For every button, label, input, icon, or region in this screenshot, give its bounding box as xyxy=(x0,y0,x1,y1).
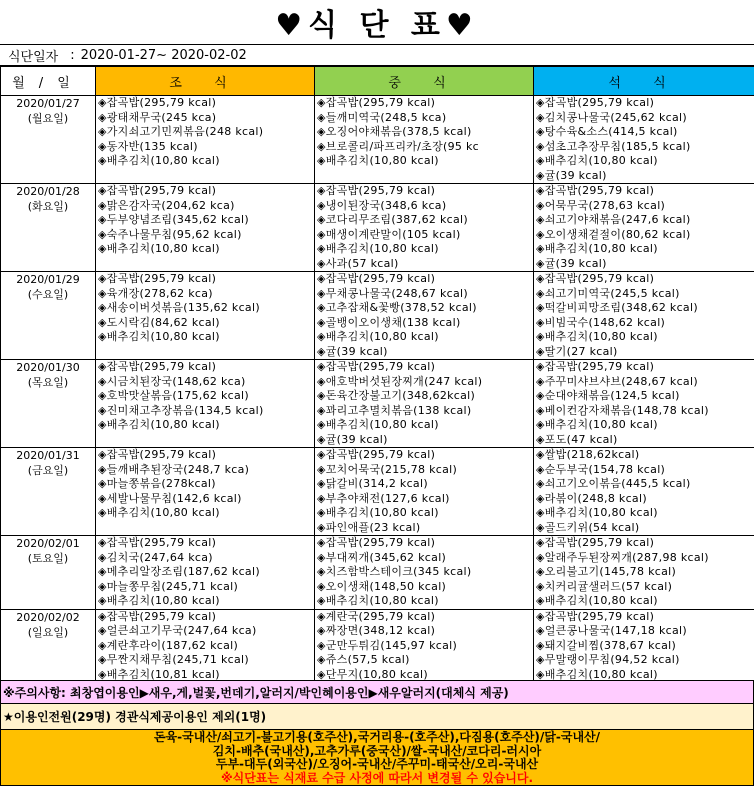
menu-item: ◈배추김치(10,80 kcal) xyxy=(536,667,658,681)
menu-item: ◈닭갈비(314,2 kcal) xyxy=(317,477,428,490)
menu-item: ◈라볶이(248,8 kcal) xyxy=(536,491,647,505)
day-row xyxy=(1,360,754,448)
menu-item: ◈잡곡밥(295,79 kcal) xyxy=(317,448,436,461)
lunch-cell xyxy=(315,184,534,272)
lunch-cell xyxy=(315,96,534,184)
dinner-cell xyxy=(534,360,754,448)
menu-item: ◈순두부국(154,78 kcal) xyxy=(536,462,666,476)
date-separator: : xyxy=(70,47,75,63)
menu-item: ◈부대찌개(345,62 kcal) xyxy=(317,550,447,564)
menu-item: ◈귤(39 kcal) xyxy=(536,168,607,182)
menu-item: ◈알래주두된장찌개(287,98 kcal) xyxy=(536,550,709,564)
day-date: 2020/01/30 xyxy=(16,361,80,374)
day-weekday: (월요일) xyxy=(27,112,69,125)
menu-item: ◈고추잡채&꽃빵(378,52 kcal) xyxy=(317,301,477,314)
menu-item: ◈배추김치(10,80 kcal) xyxy=(536,330,658,343)
day-weekday: (일요일) xyxy=(27,625,69,639)
dinner-cell xyxy=(534,609,754,683)
day-cell xyxy=(1,360,96,448)
day-weekday: (금요일) xyxy=(27,464,69,477)
menu-item: ◈잡곡밥(295,79 kcal) xyxy=(536,272,655,285)
day-weekday: (수요일) xyxy=(27,288,69,301)
menu-item: ◈메추리알장조림(187,62 kcal) xyxy=(98,565,260,578)
lunch-cell xyxy=(315,448,534,536)
date-range: 2020-01-27~ 2020-02-02 xyxy=(80,47,247,63)
header-dinner: 석 식 xyxy=(534,67,754,96)
menu-item: ◈돈육간장불고기(348,62kcal) xyxy=(317,389,476,402)
menu-item: ◈코다리무조림(387,62 kcal) xyxy=(317,213,468,226)
origin-line-3: 두부-대두(외국산)/오징어-국내산/주꾸미-태국산/오리-국내산 xyxy=(215,757,539,771)
menu-item: ◈단무지(10,80 kcal) xyxy=(317,667,428,681)
menu-item: ◈애호박버섯된장찌개(247 kcal) xyxy=(317,374,483,388)
menu-item: ◈잡곡밥(295,79 kcal) xyxy=(536,609,655,623)
menu-item: ◈브로콜리/파프리카/초장(95 kc xyxy=(317,139,480,153)
menu-item: ◈마늘쫑무침(245,71 kcal) xyxy=(98,579,239,593)
lunch-cell xyxy=(315,360,534,448)
header-breakfast: 조 식 xyxy=(96,67,315,96)
menu-item: ◈오리불고기(145,78 kcal) xyxy=(536,565,677,578)
menu-item: ◈진미채고추장볶음(134,5 kcal) xyxy=(98,403,264,417)
menu-item: ◈호박맛살볶음(175,62 kcal) xyxy=(98,389,249,402)
menu-item: ◈냉이된장국(348,6 kca) xyxy=(317,198,447,212)
menu-item: ◈잡곡밥(295,79 kcal) xyxy=(98,536,217,549)
menu-item: ◈가지쇠고기민찌볶음(248 kcal) xyxy=(98,125,264,138)
menu-item: ◈베이컨감자채볶음(148,78 kcal) xyxy=(536,403,709,417)
menu-item: ◈오이생채겉절이(80,62 kcal) xyxy=(536,227,691,241)
menu-item: ◈포도(47 kcal) xyxy=(536,432,618,446)
day-date: 2020/02/01 xyxy=(16,537,80,550)
menu-item: ◈잡곡밥(295,79 kcal) xyxy=(536,96,655,109)
menu-body xyxy=(1,96,754,684)
menu-item: ◈김치국(247,64 kca) xyxy=(98,550,213,564)
menu-item: ◈배추김치(10,80 kcal) xyxy=(536,594,658,607)
menu-item: ◈잡곡밥(295,79 kcal) xyxy=(317,360,436,373)
menu-item: ◈잡곡밥(295,79 kcal) xyxy=(98,96,217,109)
menu-item: ◈세발나물무침(142,6 kcal) xyxy=(98,491,242,505)
menu-item: ◈잡곡밥(295,79 kcal) xyxy=(317,96,436,109)
menu-item: ◈쥬스(57,5 kcal) xyxy=(317,653,410,666)
menu-item: ◈들깨미역국(248,5 kca) xyxy=(317,110,447,124)
menu-item: ◈잡곡밥(295,79 kcal) xyxy=(317,536,436,549)
breakfast-cell xyxy=(96,184,315,272)
menu-item: ◈잡곡밥(295,79 kcal) xyxy=(536,184,655,197)
menu-item: ◈새송이버섯볶음(135,62 kcal) xyxy=(98,301,260,314)
menu-item: ◈잡곡밥(295,79 kcal) xyxy=(98,448,217,461)
menu-item: ◈계란후라이(187,62 kcal) xyxy=(98,638,239,652)
menu-item: ◈배추김치(10,80 kcal) xyxy=(317,330,439,343)
day-cell xyxy=(1,448,96,536)
menu-item: ◈배추김치(10,80 kcal) xyxy=(536,154,658,167)
day-row xyxy=(1,272,754,360)
menu-item: ◈쇠고기미역국(245,5 kcal) xyxy=(536,286,680,300)
menu-item: ◈돼지갈비찜(378,67 kcal) xyxy=(536,638,677,652)
menu-item: ◈파인애플(23 kcal) xyxy=(317,520,421,534)
menu-item: ◈숙주나물무침(95,62 kcal) xyxy=(98,227,242,241)
users-note: ★이용인전원(29명) 경관식제공이용인 제외(1명) xyxy=(0,704,754,730)
caution-note: ※주의사항: 최창엽이용인▶새우,게,벌꽃,번데기,알러지/박인혜이용인▶새우알러지(대체식 제공) xyxy=(0,680,754,704)
header-row xyxy=(1,67,754,96)
menu-item: ◈귤(39 kcal) xyxy=(317,344,388,358)
day-weekday: (목요일) xyxy=(27,376,69,389)
menu-item: ◈도시락김(84,62 kcal) xyxy=(98,315,220,329)
breakfast-cell xyxy=(96,360,315,448)
menu-item: ◈잡곡밥(295,79 kcal) xyxy=(317,272,436,285)
day-cell xyxy=(1,609,96,683)
menu-item: ◈치커리귤샐러드(57 kcal) xyxy=(536,579,673,593)
menu-item: ◈잡곡밥(295,79 kcal) xyxy=(98,272,217,285)
header-day: 월/일 xyxy=(1,67,96,96)
menu-item: ◈시금치된장국(148,62 kca) xyxy=(98,374,246,388)
day-cell xyxy=(1,184,96,272)
menu-item: ◈떡갈비피망조림(348,62 kcal) xyxy=(536,301,698,314)
day-weekday: (토요일) xyxy=(27,552,69,565)
day-date: 2020/01/29 xyxy=(16,273,80,286)
menu-item: ◈귤(39 kcal) xyxy=(317,432,388,446)
menu-item: ◈비빔국수(148,62 kcal) xyxy=(536,315,666,329)
menu-item: ◈배추김치(10,80 kcal) xyxy=(98,418,220,431)
menu-item: ◈배추김치(10,80 kcal) xyxy=(536,418,658,431)
menu-item: ◈두부양념조림(345,62 kcal) xyxy=(98,213,249,226)
origin-info xyxy=(0,730,754,786)
menu-item: ◈잡곡밥(295,79 kcal) xyxy=(317,184,436,197)
menu-item: ◈어묵무국(278,63 kcal) xyxy=(536,198,666,212)
day-weekday: (화요일) xyxy=(27,200,69,213)
menu-item: ◈짜장면(348,12 kcal) xyxy=(317,624,436,637)
menu-item: ◈주꾸미샤브샤브(248,67 kcal) xyxy=(536,374,698,388)
menu-item: ◈마늘쫑볶음(278kcal) xyxy=(98,477,216,490)
lunch-cell xyxy=(315,272,534,360)
day-date: 2020/01/31 xyxy=(16,449,80,462)
lunch-cell xyxy=(315,536,534,610)
menu-item: ◈치즈함박스테이크(345 kcal) xyxy=(317,565,472,578)
day-cell xyxy=(1,536,96,610)
origin-line-2: 김치-배추(국내산),고추가루(중국산)/쌀-국내산/코다리-러시아 xyxy=(212,743,542,758)
menu-item: ◈딸기(27 kcal) xyxy=(536,344,618,358)
breakfast-cell xyxy=(96,96,315,184)
menu-item: ◈무채콩나물국(248,67 kcal) xyxy=(317,286,468,300)
dinner-cell xyxy=(534,96,754,184)
menu-item: ◈잡곡밥(295,79 kcal) xyxy=(98,360,217,373)
day-date: 2020/01/28 xyxy=(16,185,80,198)
day-date: 2020/02/02 xyxy=(16,610,80,624)
breakfast-cell xyxy=(96,448,315,536)
menu-item: ◈잡곡밥(295,79 kcal) xyxy=(98,184,217,197)
menu-table xyxy=(0,66,754,684)
day-date: 2020/01/27 xyxy=(16,97,80,110)
menu-item: ◈얼큰콩나물국(147,18 kcal) xyxy=(536,624,687,637)
origin-line-1: 돈육-국내산/쇠고기-불고기용(호주산),국거리용-(호주산),다짐용(호주산)/닭-국내산/ xyxy=(153,730,601,744)
menu-item: ◈부추야채전(127,6 kcal) xyxy=(317,491,450,505)
dinner-cell xyxy=(534,184,754,272)
menu-item: ◈배추김치(10,80 kcal) xyxy=(98,154,220,167)
breakfast-cell xyxy=(96,272,315,360)
breakfast-cell xyxy=(96,609,315,683)
day-row xyxy=(1,184,754,272)
menu-item: ◈무짠지채무침(245,71 kcal) xyxy=(98,653,249,666)
menu-item: ◈쇠고기야채볶음(247,6 kcal) xyxy=(536,213,691,226)
day-cell xyxy=(1,272,96,360)
menu-item: ◈잡곡밥(295,79 kcal) xyxy=(536,360,655,373)
menu-item: ◈오이생채(148,50 kcal) xyxy=(317,579,447,593)
menu-item: ◈배추김치(10,80 kcal) xyxy=(536,506,658,519)
menu-item: ◈군만두튀김(145,97 kcal) xyxy=(317,638,458,652)
day-row xyxy=(1,448,754,536)
menu-item: ◈무말랭이무침(94,52 kcal) xyxy=(536,653,680,666)
menu-item: ◈얼큰쇠고기무국(247,64 kca) xyxy=(98,624,257,637)
menu-item: ◈배추김치(10,80 kcal) xyxy=(317,242,439,255)
breakfast-cell xyxy=(96,536,315,610)
menu-item: ◈맑은감자국(204,62 kca) xyxy=(98,198,235,212)
menu-item: ◈탕수육&소스(414,5 kcal) xyxy=(536,125,678,138)
menu-item: ◈배추김치(10,80 kcal) xyxy=(317,418,439,431)
header-lunch: 중 식 xyxy=(315,67,534,96)
menu-item: ◈오징어야채볶음(378,5 kcal) xyxy=(317,125,472,138)
menu-item: ◈쇠고기오이볶음(445,5 kcal) xyxy=(536,477,691,490)
menu-item: ◈동자반(135 kcal) xyxy=(98,139,198,153)
menu-item: ◈배추김치(10,80 kcal) xyxy=(98,242,220,255)
menu-item: ◈순대야채볶음(124,5 kcal) xyxy=(536,389,680,402)
menu-item: ◈배추김치(10,80 kcal) xyxy=(98,594,220,607)
lunch-cell xyxy=(315,609,534,683)
menu-item: ◈계란국(295,79 kcal) xyxy=(317,609,436,623)
origin-warning: ※식단표는 식재료 수급 사정에 따라서 변경될 수 있습니다. xyxy=(220,770,534,785)
day-row xyxy=(1,96,754,184)
day-row xyxy=(1,536,754,610)
menu-item: ◈광태채무국(245 kca) xyxy=(98,110,217,124)
menu-item: ◈잡곡밥(295,79 kcal) xyxy=(536,536,655,549)
menu-item: ◈매생이계란말이(105 kcal) xyxy=(317,227,461,241)
date-row xyxy=(0,44,754,66)
day-row xyxy=(1,609,754,683)
menu-item: ◈골뱅이오이생채(138 kcal) xyxy=(317,315,461,329)
menu-item: ◈배추김치(10,81 kcal) xyxy=(98,667,220,681)
menu-item: ◈배추김치(10,80 kcal) xyxy=(317,506,439,519)
menu-item: ◈섬초고추장무침(185,5 kcal) xyxy=(536,139,691,153)
menu-item: ◈사과(57 kcal) xyxy=(317,256,399,270)
menu-item: ◈꼬치어묵국(215,78 kcal) xyxy=(317,462,458,476)
dinner-cell xyxy=(534,272,754,360)
menu-item: ◈꽈리고추멸치볶음(138 kcal) xyxy=(317,403,472,417)
menu-item: ◈귤(39 kcal) xyxy=(536,256,607,270)
day-cell xyxy=(1,96,96,184)
menu-item: ◈배추김치(10,80 kcal) xyxy=(98,330,220,343)
menu-item: ◈쌀밥(218,62kcal) xyxy=(536,448,640,461)
menu-item: ◈배추김치(10,80 kcal) xyxy=(317,154,439,167)
menu-item: ◈김치콩나물국(245,62 kcal) xyxy=(536,110,687,124)
dinner-cell xyxy=(534,448,754,536)
menu-item: ◈잡곡밥(295,79 kcal) xyxy=(98,609,217,623)
date-label: 식단일자 xyxy=(8,49,59,65)
menu-item: ◈들깨배추된장국(248,7 kca) xyxy=(98,462,250,476)
menu-item: ◈배추김치(10,80 kcal) xyxy=(317,594,439,607)
page-title: ♥식 단 표♥ xyxy=(275,8,479,43)
menu-item: ◈배추김치(10,80 kcal) xyxy=(536,242,658,255)
menu-item: ◈배추김치(10,80 kcal) xyxy=(98,506,220,519)
menu-item: ◈육개장(278,62 kca) xyxy=(98,286,213,300)
menu-item: ◈골드키위(54 kcal) xyxy=(536,520,640,534)
dinner-cell xyxy=(534,536,754,610)
